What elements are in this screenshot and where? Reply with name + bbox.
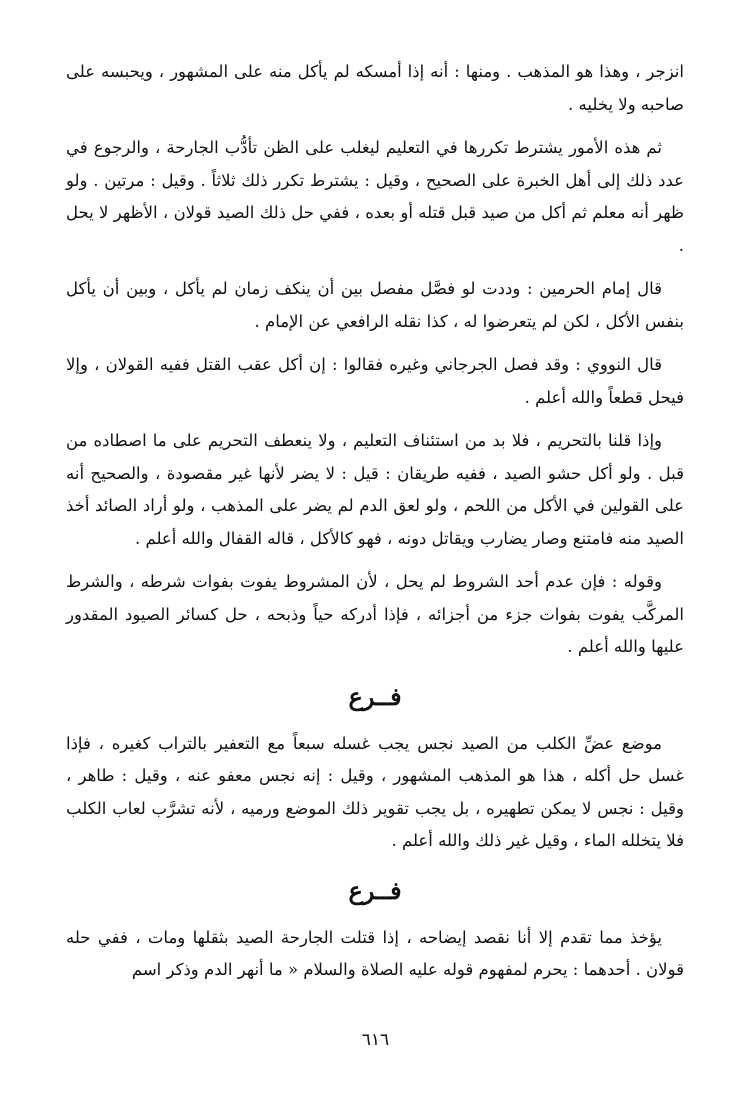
paragraph-1: انزجر ، وهذا هو المذهب . ومنها : أنه إذا أمسكه لم يأكل منه على المشهور ، ويحبسه على صاحبه ولا يخليه . <box>66 62 684 114</box>
paragraph-4: قال النووي : وقد فصل الجرجاني وغيره فقالوا : إن أكل عقب القتل ففيه القولان ، وإلا فيحل قطعاً والله أعلم . <box>66 355 684 407</box>
paragraph-7: موضع عضِّ الكلب من الصيد نجس يجب غسله سبعاً مع التعفير بالتراب كغيره ، فإذا غسل حل أكله ، هذا هو المذهب المشهور ، وقيل : إنه نجس معفو عنه ، وقيل : طاهر ، وقيل : نجس لا يمكن تطهيره ، بل يجب تقوير ذلك الموضع ورميه ، لأنه تشرَّب لعاب الكلب فلا يتخلله الماء ، وقيل غير ذلك والله أعلم . <box>66 733 684 850</box>
section-heading-2: فــرع <box>348 875 402 905</box>
page-number: ٦١٦ <box>361 1030 390 1050</box>
paragraph-3: قال إمام الحرمين : وددت لو فصَّل مفصل بين أن ينكف زمان لم يأكل ، وبين أن يأكل بنفس الأكل ، لكن لم يتعرضوا له ، كذا نقله الرافعي عن الإمام . <box>66 279 684 331</box>
paragraph-2: ثم هذه الأمور يشترط تكررها في التعليم ليغلب على الظن تأدُّب الجارحة ، والرجوع في عدد ذلك إلى أهل الخبرة على الصحيح ، وقيل : يشترط تكرر ذلك ثلاثاً . وقيل : مرتين . ولو ظهر أنه معلم ثم أكل من صيد قبل قتله أو بعده ، ففي حل ذلك الصيد قولان ، الأظهر لا يحل . <box>66 138 684 255</box>
section-heading-1: فــرع <box>348 681 402 711</box>
page-body <box>66 56 684 998</box>
paragraph-6: وقوله : فإن عدم أحد الشروط لم يحل ، لأن المشروط يفوت بفوات شرطه ، والشرط المركَّب يفوت بفوات جزء من أجزائه ، فإذا أدركه حياً وذبحه ، حل كسائر الصيود المقدور عليها والله أعلم . <box>66 572 684 656</box>
paragraph-5: وإذا قلنا بالتحريم ، فلا بد من استئناف التعليم ، ولا ينعطف التحريم على ما اصطاده من قبل . ولو أكل حشو الصيد ، ففيه طريقان : قيل : لا يضر لأنها غير مقصودة ، والصحيح أنه على القولين في الأكل من اللحم ، ولو لعق الدم لم يضر على المذهب ، ولو أراد الصائد أخذ الصيد منه فامتنع وصار يضارب ويقاتل دونه ، فهو كالأكل ، قاله القفال والله أعلم . <box>66 431 684 548</box>
paragraph-8: يؤخذ مما تقدم إلا أنا نقصد إيضاحه ، إذا قتلت الجارحة الصيد بثقلها ومات ، ففي حله قولان . أحدهما : يحرم لمفهوم قوله عليه الصلاة والسلام « ما أنهر الدم وذكر اسم <box>66 927 684 979</box>
